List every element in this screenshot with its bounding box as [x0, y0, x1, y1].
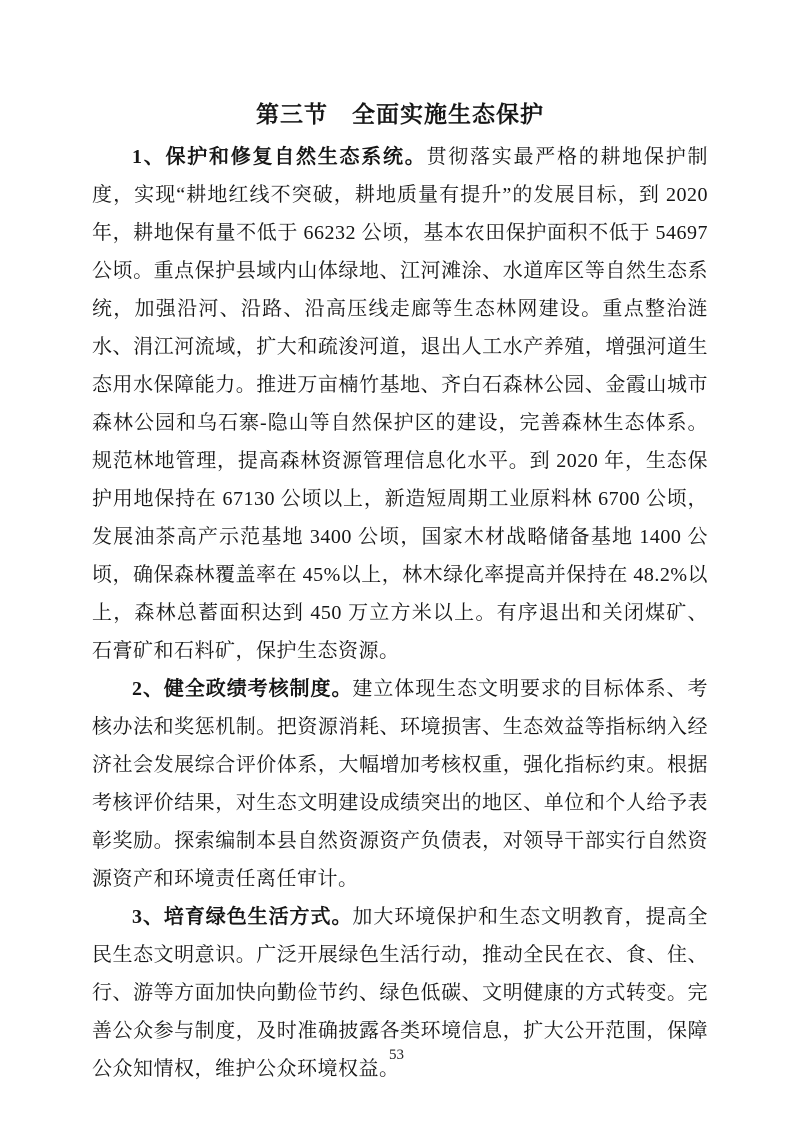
section-title: 第三节 全面实施生态保护 — [256, 102, 544, 127]
page-number: 53 — [389, 1047, 404, 1063]
paragraph-text: 贯彻落实最严格的耕地保护制度，实现“耕地红线不突破，耕地质量有提升”的发展目标，到 2020 年，耕地保有量不低于 66232 公顷，基本农田保护面积不低于 54697 公顷。重点保护县域内山体绿地、江河滩涂、水道库区等自然生态系统，加强沿河、沿路、沿高压线走廊等生态林网建设。重点整治涟水、涓江河流域，扩大和疏浚河道，退出人工水产养殖，增强河道生态用水保障能力。推进万亩楠竹基地、齐白石森林公园、金霞山城市森林公园和乌石寨-隐山等自然保护区的建设，完善森林生态体系。规范林地管理，提高森林资源管理信息化水平。到 2020 年，生态保护用地保持在 67130 公顷以上，新造短周期工业原料林 6700 公顷，发展油茶高产示范基地 3400 公顷，国家木材战略储备基地 1400 公顷，确保森林覆盖率在 45%以上，林木绿化率提高并保持在 48.2%以上，森林总蓄面积达到 450 万立方米以上。有序退出和关闭煤矿、石膏矿和石料矿，保护生态资源。 — [92, 146, 708, 662]
paragraph — [92, 670, 708, 898]
paragraph-lead: 2、健全政绩考核制度。 — [132, 678, 353, 700]
paragraph-lead: 1、保护和修复自然生态系统。 — [132, 146, 427, 168]
paragraph-text: 建立体现生态文明要求的目标体系、考核办法和奖惩机制。把资源消耗、环境损害、生态效益等指标纳入经济社会发展综合评价体系，大幅增加考核权重，强化指标约束。根据考核评价结果，对生态文明建设成绩突出的地区、单位和个人给予表彰奖励。探索编制本县自然资源资产负债表，对领导干部实行自然资源资产和环境责任离任审计。 — [92, 678, 709, 890]
paragraph-text: 加大环境保护和生态文明教育，提高全民生态文明意识。广泛开展绿色生活行动，推动全民在衣、食、住、行、游等方面加快向勤俭节约、绿色低碳、文明健康的方式转变。完善公众参与制度，及时准确披露各类环境信息，扩大公开范围，保障公众知情权，维护公众环境权益。 — [92, 906, 709, 1080]
paragraph-lead: 3、培育绿色生活方式。 — [132, 906, 353, 928]
document-content — [92, 98, 708, 1088]
paragraph — [92, 138, 708, 670]
